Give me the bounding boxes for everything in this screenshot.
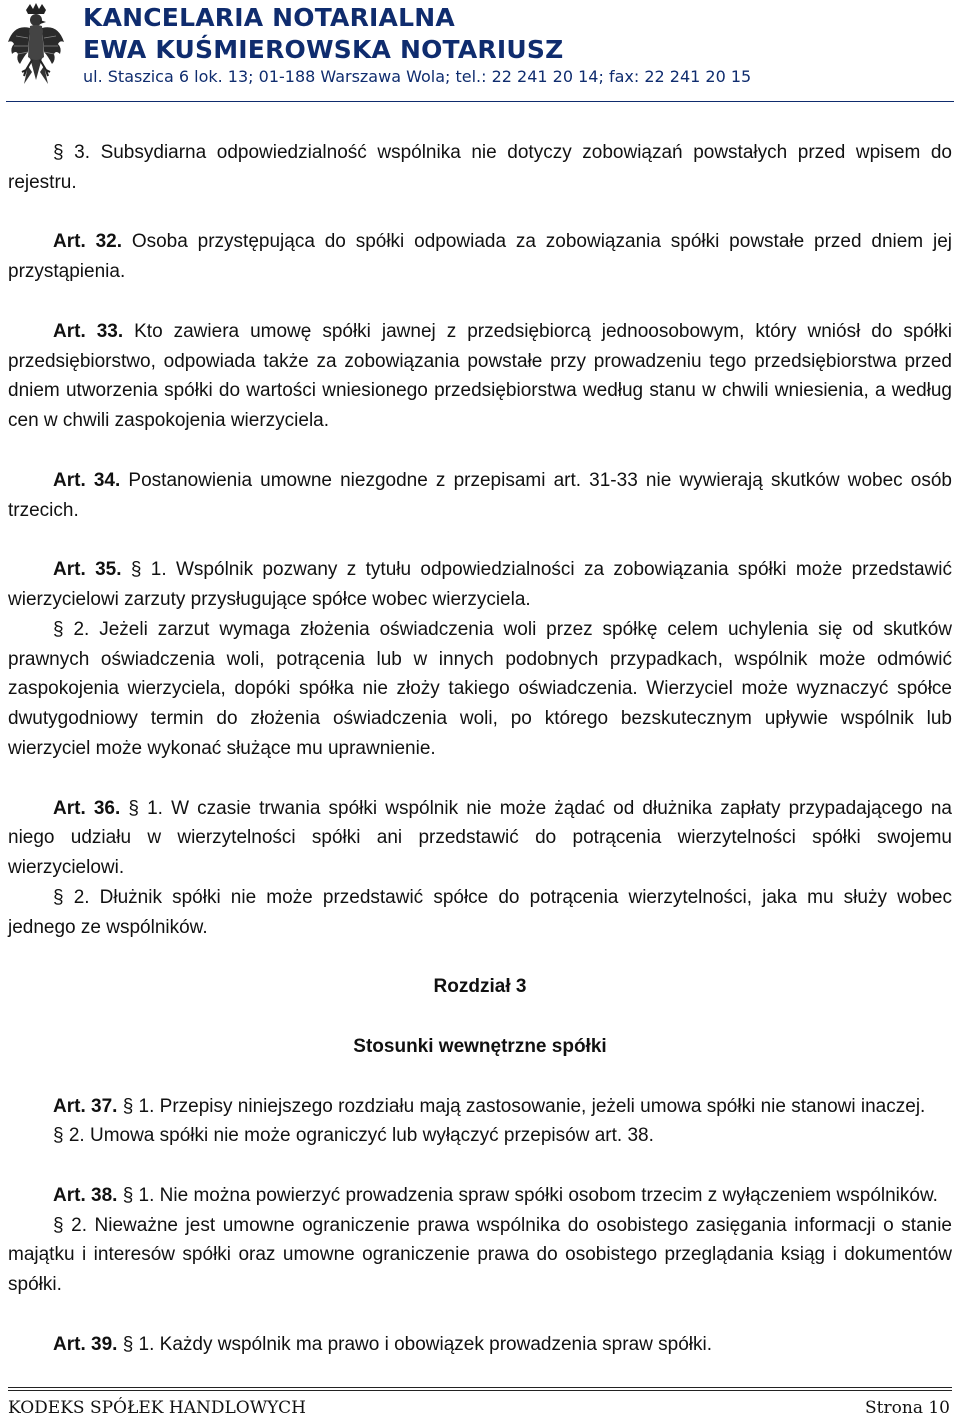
- chapter-number: Rozdział 3: [433, 976, 527, 998]
- footer-document-title: KODEKS SPÓŁEK HANDLOWYCH: [8, 1398, 306, 1418]
- letterhead: [0, 0, 960, 100]
- article-36-s2: § 2. Dłużnik spółki nie może przedstawić spółce do potrącenia wierzytelności, jaka mu służy wobec jednego ze wspólników.: [8, 886, 952, 938]
- article-text: § 1. Nie można powierzyć prowadzenia spraw spółki osobom trzecim z wyłączeniem wspólników.: [117, 1184, 938, 1206]
- article-text: Osoba przystępująca do spółki odpowiada za zobowiązania spółki powstałe przed dniem jej przystąpienia.: [8, 231, 952, 283]
- article-39: [8, 1330, 952, 1360]
- letterhead-text: [83, 2, 751, 88]
- article-text: Kto zawiera umowę spółki jawnej z przedsiębiorcą jednoosobowym, który wniósł do spółki przedsiębiorstwo, odpowiada także za zobowiązania powstałe przy prowadzeniu tego przedsiębiorstwa przed dniem utworzenia spółki do wartości wniesionego przedsiębiorstwa według stanu w chwili wniesienia, a według cen w chwili zaspokojenia wierzyciela.: [8, 320, 952, 432]
- article-text: § 1. Każdy wspólnik ma prawo i obowiązek prowadzenia spraw spółki.: [117, 1333, 712, 1355]
- article-36: [8, 794, 952, 883]
- office-name: KANCELARIA NOTARIALNA: [83, 3, 455, 32]
- notary-name: EWA KUŚMIEROWSKA NOTARIUSZ: [83, 35, 564, 64]
- article-label: Art. 39.: [53, 1333, 118, 1355]
- article-label: Art. 38.: [53, 1184, 118, 1206]
- article-35: [8, 555, 952, 615]
- article-label: Art. 35.: [53, 559, 122, 581]
- article-34: [8, 466, 952, 526]
- article-38-s2: § 2. Nieważne jest umowne ograniczenie prawa wspólnika do osobistego zasięgania informacji o stanie majątku i interesów spółki oraz umowne ograniczenie prawa do osobistego przeglądania ksiąg i dokumentów spółki.: [8, 1214, 952, 1296]
- polish-eagle-emblem-icon: [6, 2, 66, 102]
- article-32: [8, 227, 952, 287]
- article-text: § 1. W czasie trwania spółki wspólnik nie może żądać od dłużnika zapłaty przypadającego na niego udziału w wierzytelności spółki ani przedstawić do potrącenia wierzytelności spółki swojemu wierzycielowi.: [8, 797, 953, 879]
- article-35-s2: § 2. Jeżeli zarzut wymaga złożenia oświadczenia woli przez spółkę celem uchylenia się od skutków prawnych oświadczenia woli, potrącenia lub w innych podobnych przypadkach, wspólnik może odmówić zaspokojenia wierzyciela, dopóki spółka nie złoży takiego oświadczenia. Wierzyciel może wyznaczyć spółce dwutygodniowy termin do złożenia oświadczenia woli, po którego bezskutecznym upływie wspólnik lub wierzyciel może wykonać służące mu uprawnienie.: [8, 618, 952, 759]
- footer-page-number: Strona 10: [865, 1398, 950, 1418]
- paragraph-s3: § 3. Subsydiarna odpowiedzialność wspólnika nie dotyczy zobowiązań powstałych przed wpisem do rejestru.: [8, 142, 952, 193]
- footer-divider-secondary: [8, 1390, 952, 1391]
- article-label: Art. 32.: [53, 231, 122, 253]
- chapter-title: Stosunki wewnętrzne spółki: [353, 1035, 607, 1057]
- header-divider: [6, 101, 954, 102]
- article-text: § 1. Wspólnik pozwany z tytułu odpowiedzialności za zobowiązania spółki może przedstawić wierzycielowi zarzuty przysługujące spółce wobec wierzyciela.: [8, 559, 952, 610]
- article-text: Postanowienia umowne niezgodne z przepisami art. 31-33 nie wywierają skutków wobec osób trzecich.: [8, 469, 952, 521]
- office-address: ul. Staszica 6 lok. 13; 01-188 Warszawa Wola; tel.: 22 241 20 14; fax: 22 241 20 15: [83, 67, 752, 86]
- article-33: [8, 317, 952, 436]
- article-label: Art. 36.: [53, 797, 121, 819]
- article-38: [8, 1181, 952, 1211]
- article-37: [8, 1092, 952, 1122]
- footer-divider: [8, 1387, 952, 1388]
- article-label: Art. 37.: [53, 1095, 118, 1117]
- article-text: § 1. Przepisy niniejszego rozdziału mają zastosowanie, jeżeli umowa spółki nie stanowi inaczej.: [117, 1095, 926, 1117]
- article-37-s2: § 2. Umowa spółki nie może ograniczyć lub wyłączyć przepisów art. 38.: [53, 1125, 654, 1147]
- article-label: Art. 33.: [53, 320, 124, 342]
- article-label: Art. 34.: [53, 469, 121, 491]
- document-body: [8, 138, 952, 1360]
